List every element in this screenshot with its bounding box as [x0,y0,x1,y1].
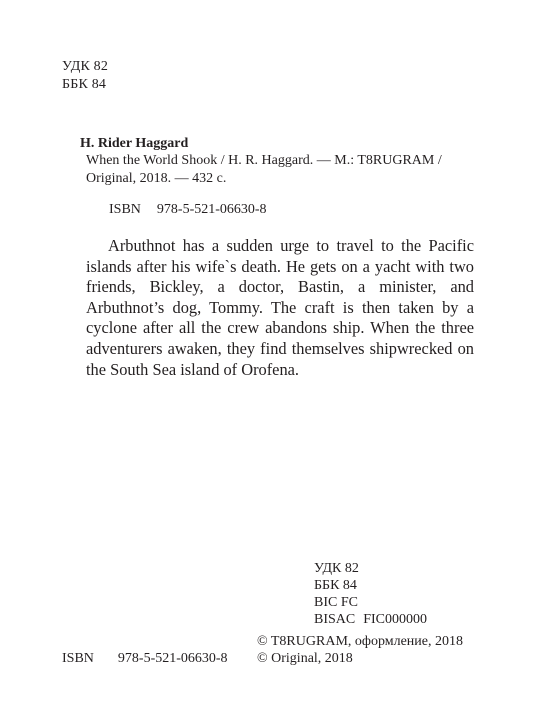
bibliographic-description-line-2: Original, 2018. — 432 c. [86,171,227,186]
copyright-design: © T8RUGRAM, оформление, 2018 [257,634,464,649]
udk-code-top: УДК 82 [62,59,109,74]
isbn-top [109,202,267,218]
bisac-number: FIC000000 [363,612,428,627]
isbn-top-number: 978-5-521-06630-8 [156,202,267,217]
book-annotation: Arbuthnot has a sudden urge to travel to the Pacific islands after his wife`s death. He gets on a yacht with two friends, Bickley, a doctor, Bastin, a minister, and Arbuthnot’s dog, Tommy. The craft is then taken by a cyclone after all the crew abandons ship. When the three adventurers awaken, they find themselves shipwrecked on the South Sea island of Orofena. [86,236,474,379]
isbn-bottom-label: ISBN [62,651,94,666]
bisac-label: BISAC [314,612,356,627]
bbk-code-top: ББК 84 [62,77,107,92]
copyright-original: © Original, 2018 [257,651,353,666]
isbn-bottom-number: 978-5-521-06630-8 [117,651,228,666]
author-heading: H. Rider Haggard [80,136,189,151]
isbn-bottom [62,651,228,667]
bibliographic-description-line-1: When the World Shook / H. R. Haggard. — M.: T8RUGRAM / [86,153,442,168]
bic-code: BIC FC [314,595,358,610]
bbk-code-bottom: ББК 84 [314,578,357,593]
bisac-code [314,612,427,628]
isbn-top-label: ISBN [109,202,141,217]
udk-code-bottom: УДК 82 [314,561,359,576]
